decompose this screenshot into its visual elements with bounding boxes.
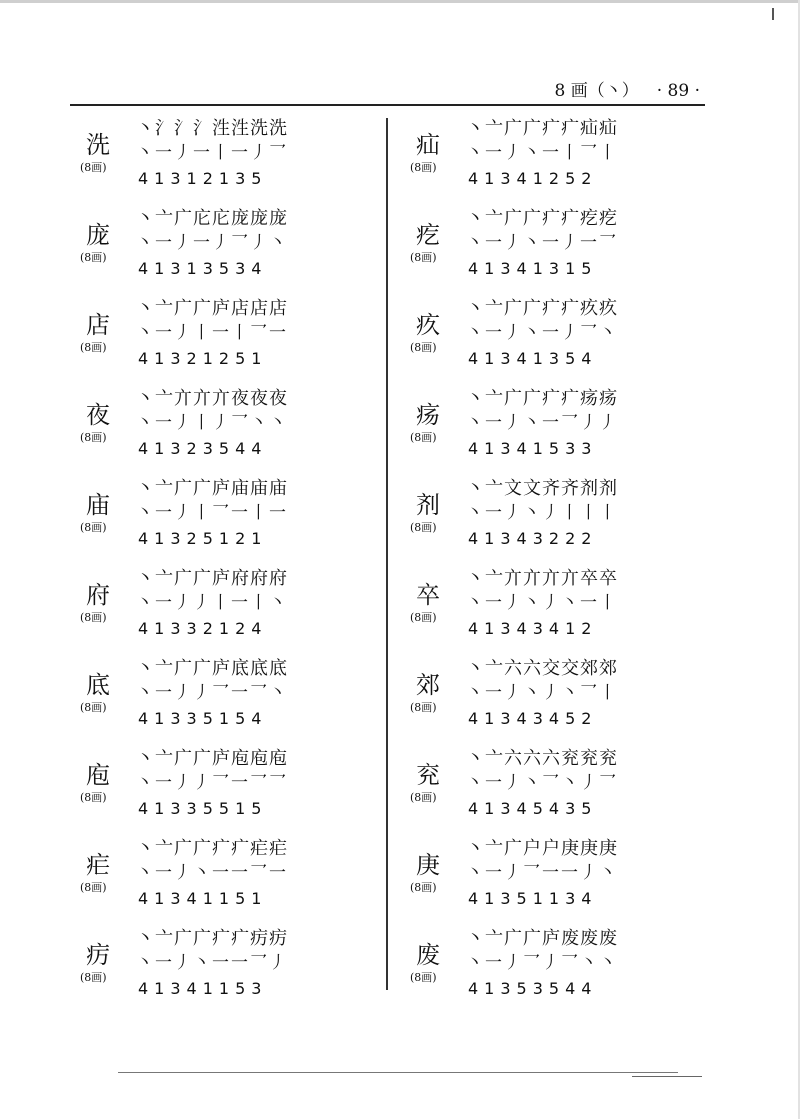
character-entry [410,658,710,748]
scan-edge-top [0,0,800,3]
stroke-codes: 41332124 [138,619,268,638]
column-divider [386,118,388,990]
stroke-build-sequence: 丶氵氵氵泩泩洗洗 [136,118,288,139]
stroke-count-label: (8画) [410,161,437,174]
headword-character: 剂 [416,491,440,519]
stroke-build-sequence: 丶亠亣亣亣夜夜夜 [136,388,288,409]
character-entry [410,568,710,658]
stroke-count-label: (8画) [410,431,437,444]
stroke-build-sequence: 丶亠广广庐府府府 [136,568,288,589]
stroke-build-sequence: 丶亠六六交交郊郊 [466,658,618,679]
stroke-count-label: (8画) [410,881,437,894]
stroke-count-label: (8画) [80,701,107,714]
headword-character: 疠 [86,941,110,969]
stroke-shapes: 丶一丿一丨一丿乛 [136,143,288,163]
stroke-shapes: 丶一丿丶一乛丿丿 [466,413,618,433]
stroke-codes: 41323544 [138,439,268,458]
stroke-build-sequence: 丶亠广广庐底底底 [136,658,288,679]
stroke-codes: 41343452 [468,709,598,728]
stroke-codes: 41341315 [468,259,598,278]
headword-character: 底 [86,671,110,699]
headword-character: 疟 [86,851,110,879]
character-entry [80,208,380,298]
stroke-shapes: 丶一丿丿乛一乛丶 [136,683,288,703]
headword-character: 店 [86,311,110,339]
character-entry [80,478,380,568]
headword-character: 疙 [416,221,440,249]
footer-rule-short [632,1076,702,1077]
headword-character: 废 [416,941,440,969]
stroke-build-sequence: 丶亠广广庐庙庙庙 [136,478,288,499]
stroke-count-label: (8画) [80,251,107,264]
header-section-label: 8 画（丶） [554,81,639,101]
footer-rule [118,1072,678,1073]
stroke-shapes: 丶一丿丶一丿乛丶 [466,323,618,343]
stroke-build-sequence: 丶亠广户户庚庚庚 [466,838,618,859]
character-entry [80,658,380,748]
headword-character: 夜 [86,401,110,429]
stroke-count-label: (8画) [80,971,107,984]
stroke-codes: 41343222 [468,529,598,548]
stroke-build-sequence: 丶亠广庀庀庞庞庞 [136,208,288,229]
character-entry [80,928,380,1018]
character-entry [410,208,710,298]
stroke-count-label: (8画) [410,341,437,354]
stroke-codes: 41312135 [138,169,268,188]
stroke-codes: 41321251 [138,349,268,368]
stroke-build-sequence: 丶亠六六六兖兖兖 [466,748,618,769]
stroke-count-label: (8画) [80,521,107,534]
right-column [410,118,710,1018]
stroke-codes: 41345435 [468,799,598,818]
headword-character: 兖 [416,761,440,789]
stroke-shapes: 丶一丿丶一丿一乛 [466,233,618,253]
stroke-count-label: (8画) [80,431,107,444]
character-entry [410,928,710,1018]
stroke-codes: 41335154 [138,709,268,728]
page-number: · 89 · [656,81,700,101]
stroke-shapes: 丶一丿乛丿乛丶丶 [466,953,618,973]
stroke-build-sequence: 丶亠广广疒疒疚疚 [466,298,618,319]
headword-character: 庖 [86,761,110,789]
character-entry [80,118,380,208]
stroke-shapes: 丶一丿丨乛一丨一 [136,503,288,523]
stroke-build-sequence: 丶亠广广疒疒疝疝 [466,118,618,139]
stroke-build-sequence: 丶亠广广疒疒疙疙 [466,208,618,229]
character-entry [80,748,380,838]
header-rule [70,104,705,106]
stroke-shapes: 丶一丿乛一一丿丶 [466,863,618,883]
stroke-count-label: (8画) [80,341,107,354]
headword-character: 庚 [416,851,440,879]
stroke-count-label: (8画) [80,161,107,174]
stroke-shapes: 丶一丿丿丨一丨丶 [136,593,288,613]
stroke-shapes: 丶一丿丿乛一乛乛 [136,773,288,793]
stroke-count-label: (8画) [80,791,107,804]
stroke-build-sequence: 丶亠广广疒疒疡疡 [466,388,618,409]
character-entry [410,838,710,928]
stroke-codes: 41341533 [468,439,598,458]
headword-character: 庙 [86,491,110,519]
stroke-build-sequence: 丶亠广广疒疒疟疟 [136,838,288,859]
character-entry [80,298,380,388]
character-entry [80,568,380,658]
stroke-shapes: 丶一丿丶丿丨丨丨 [466,503,618,523]
stroke-count-label: (8画) [410,251,437,264]
stroke-build-sequence: 丶亠广广庐废废废 [466,928,618,949]
headword-character: 府 [86,581,110,609]
character-entry [410,388,710,478]
stroke-build-sequence: 丶亠广广庐庖庖庖 [136,748,288,769]
stroke-codes: 41341151 [138,889,268,908]
stroke-codes: 41341354 [468,349,598,368]
left-column [80,118,380,1018]
stroke-shapes: 丶一丿丨一丨乛一 [136,323,288,343]
stroke-count-label: (8画) [410,521,437,534]
headword-character: 庞 [86,221,110,249]
stroke-shapes: 丶一丿丶一丨乛丨 [466,143,618,163]
stroke-codes: 41335515 [138,799,268,818]
stroke-codes: 41343412 [468,619,598,638]
stroke-count-label: (8画) [410,701,437,714]
character-entry [410,118,710,208]
stroke-count-label: (8画) [80,881,107,894]
stroke-codes: 41351134 [468,889,598,908]
headword-character: 卒 [416,581,440,609]
stroke-count-label: (8画) [410,791,437,804]
stroke-shapes: 丶一丿丨丿乛丶丶 [136,413,288,433]
headword-character: 疚 [416,311,440,339]
stroke-codes: 41325121 [138,529,268,548]
character-entry [410,748,710,838]
stroke-build-sequence: 丶亠广广庐店店店 [136,298,288,319]
stroke-shapes: 丶一丿丶丿丶一丨 [466,593,618,613]
character-entry [80,388,380,478]
scan-mark [772,8,774,20]
stroke-shapes: 丶一丿丶丿丶乛丨 [466,683,618,703]
character-entry [410,298,710,388]
character-entry [410,478,710,568]
stroke-shapes: 丶一丿丶一一乛一 [136,863,288,883]
headword-character: 疡 [416,401,440,429]
headword-character: 疝 [416,131,440,159]
stroke-shapes: 丶一丿丶一一乛丿 [136,953,288,973]
headword-character: 洗 [86,131,110,159]
stroke-build-sequence: 丶亠文文齐齐剂剂 [466,478,618,499]
stroke-count-label: (8画) [410,611,437,624]
character-entry [80,838,380,928]
stroke-build-sequence: 丶亠广广疒疒疠疠 [136,928,288,949]
stroke-shapes: 丶一丿丶乛丶丿乛 [466,773,618,793]
stroke-count-label: (8画) [80,611,107,624]
stroke-codes: 41341252 [468,169,598,188]
stroke-count-label: (8画) [410,971,437,984]
stroke-codes: 41353544 [468,979,598,998]
stroke-codes: 41313534 [138,259,268,278]
stroke-build-sequence: 丶亠亣亣亣亣卒卒 [466,568,618,589]
headword-character: 郊 [416,671,440,699]
running-header [470,76,700,100]
stroke-codes: 41341153 [138,979,268,998]
stroke-shapes: 丶一丿一丿乛丿丶 [136,233,288,253]
